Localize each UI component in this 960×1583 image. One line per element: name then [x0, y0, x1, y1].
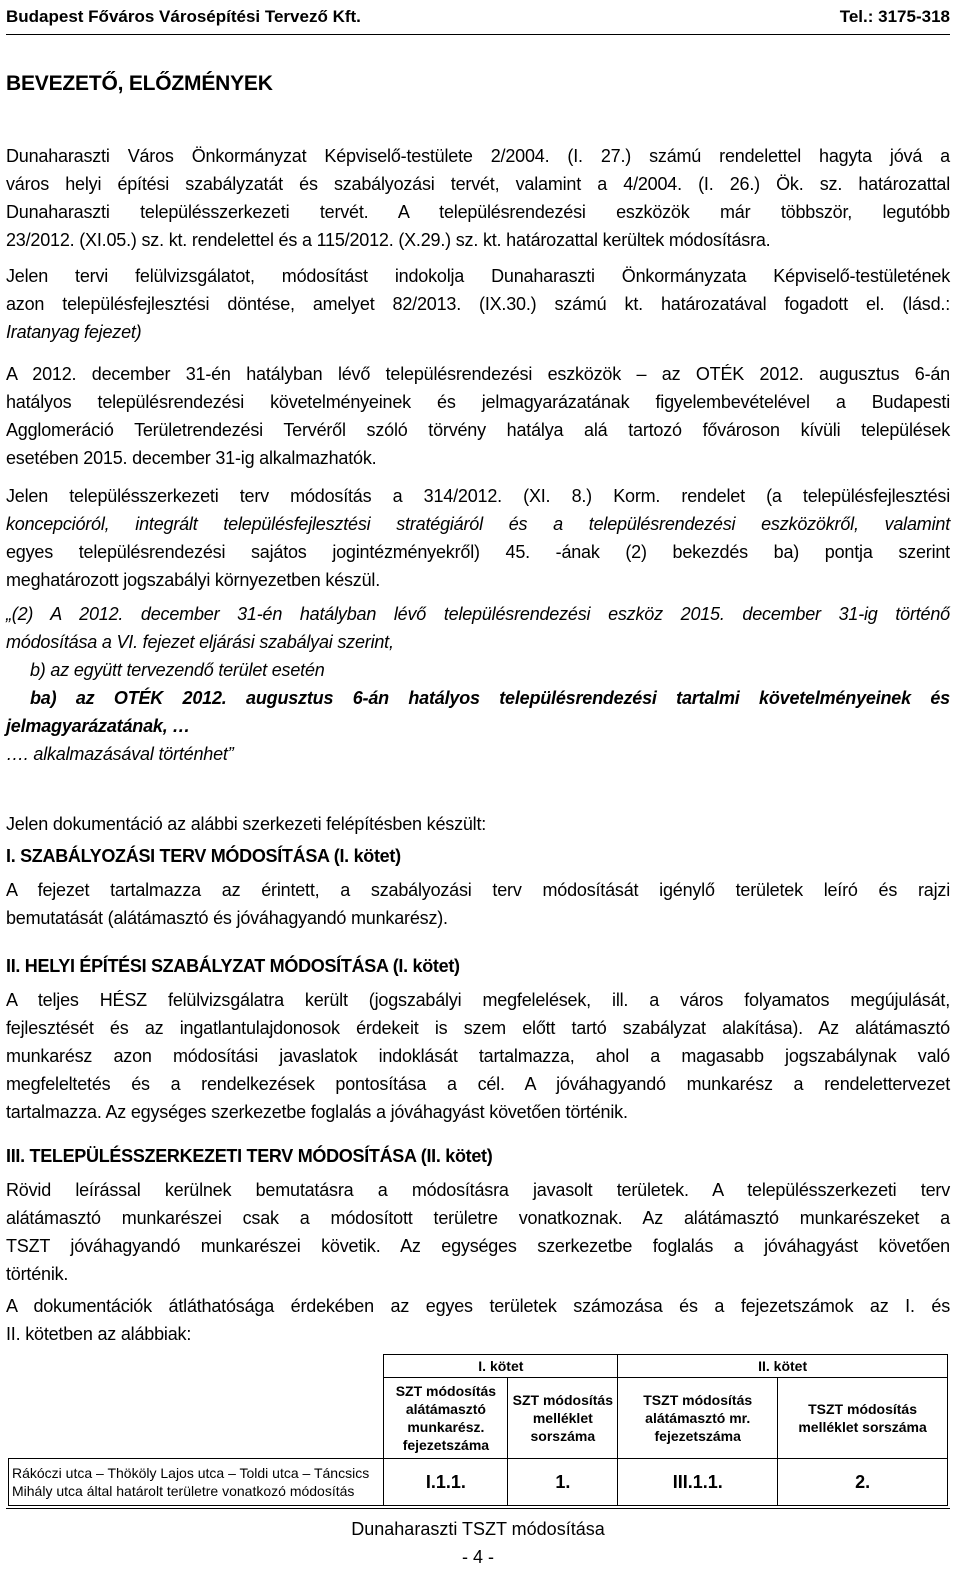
footer-document-title: Dunaharaszti TSZT módosítása [351, 1519, 605, 1539]
section-title: BEVEZETŐ, ELŐZMÉNYEK [6, 72, 273, 95]
text-line: Jelen tervi felülvizsgálatot, módosítást indokolja Dunaharaszti Önkormányzata Képviselő-testületének [6, 266, 950, 286]
text-line: megfeleltetés és a rendelkezések pontosítása a cél. A jóváhagyandó munkarész a rendelettervezet [6, 1074, 950, 1094]
paragraph-legal-basis [6, 482, 950, 594]
page-footer [6, 1508, 950, 1567]
text-line: Rövid leírással kerülnek bemutatásra a módosításra javasolt területek. A településszerkezeti terv [6, 1180, 950, 1200]
text-line: meghatározott jogszabályi környezetben készül. [6, 570, 381, 590]
text-line: munkarész azon módosítási javaslatok indoklását tartalmazza, ahol a magasabb jogszabálynak való [6, 1046, 950, 1066]
text-line: történik. [6, 1264, 69, 1284]
table-row [9, 1459, 948, 1506]
table-cell: 1. [508, 1459, 618, 1506]
text-line: Iratanyag fejezet) [6, 322, 142, 342]
table-header-row [9, 1355, 948, 1378]
page-header [6, 0, 950, 35]
paragraph-resolutions [6, 142, 950, 254]
text-line: alátámasztó munkarészei csak a módosított területre vonatkoznak. Az alátámasztó munkarészeket a [6, 1208, 950, 1228]
section-heading-1: I. SZABÁLYOZÁSI TERV MÓDOSÍTÁSA (I. kötet) [6, 846, 401, 866]
text-line: Jelen településszerkezeti terv módosítás a 314/2012. (XI. 8.) Korm. rendelet (a településfejlesztési [6, 486, 950, 506]
paragraph-structure-intro: Jelen dokumentáció az alábbi szerkezeti felépítésben készült: [6, 814, 487, 834]
table-empty-cell [9, 1378, 384, 1459]
quote-line: jelmagyarázatának, … [6, 716, 191, 736]
text-line: egyes településrendezési sajátos jogintézményekről) 45. -ának (2) bekezdés ba) pontja szerint [6, 542, 950, 562]
section-body-2 [6, 986, 950, 1126]
text-line: város helyi építési szabályzatát és szabályozási tervét, valamint a 4/2004. (I. 26.) Ök. sz. határozattal [6, 174, 950, 194]
text-line: koncepcióról, integrált településfejlesztési stratégiáról és a településrendezési eszközökről, valamint [6, 514, 950, 534]
header-phone: Tel.: 3175-318 [839, 7, 950, 26]
text-line: A fejezet tartalmazza az érintett, a szabályozási terv módosítását igénylő területek leíró és rajzi [6, 880, 950, 900]
paragraph-validity [6, 360, 950, 472]
text-line: bemutatását (alátámasztó és jóváhagyandó munkarész). [6, 908, 448, 928]
header-company: Budapest Főváros Városépítési Tervező Kft. [6, 7, 361, 26]
column-header: TSZT módosítás melléklet sorszáma [778, 1378, 948, 1459]
row-label: Rákóczi utca – Thököly Lajos utca – Toldi utca – Táncsics Mihály utca által határolt területre vonatkozó módosítás [9, 1459, 384, 1506]
text-line: II. kötetben az alábbiak: [6, 1324, 192, 1344]
quote-line: b) az együtt tervezendő terület esetén [30, 660, 325, 680]
section-body-1 [6, 876, 950, 932]
text-line: Dunaharaszti Város Önkormányzat Képviselő-testülete 2/2004. (I. 27.) számú rendelettel hagyta jóvá a [6, 146, 950, 166]
section-body-3 [6, 1176, 950, 1288]
volume-1-header: I. kötet [384, 1355, 618, 1378]
table-cell: 2. [778, 1459, 948, 1506]
text-line: tartalmazza. Az egységes szerkezetbe foglalás a jóváhagyást követően történik. [6, 1102, 628, 1122]
text-line: Dunaharaszti településszerkezeti tervét. A településrendezési eszközök már többször, legutóbb [6, 202, 950, 222]
column-header: TSZT módosítás alátámasztó mr. fejezetszáma [618, 1378, 778, 1459]
text-line: A dokumentációk átláthatósága érdekében az egyes területek számozása és a fejezetszámok az I. és [6, 1296, 950, 1316]
paragraph-numbering [6, 1292, 950, 1348]
paragraph-justification [6, 262, 950, 346]
quote-line: módosítása a VI. fejezet eljárási szabályai szerint, [6, 632, 394, 652]
text-line: TSZT jóváhagyandó munkarészei követik. Az egységes szerkezetbe foglalás a jóváhagyást követően [6, 1236, 950, 1256]
text-line: A 2012. december 31-én hatályban lévő településrendezési eszközök – az OTÉK 2012. augusztus 6-án [6, 364, 950, 384]
page-number: - 4 - [461, 1547, 494, 1567]
section-heading-3: III. TELEPÜLÉSSZERKEZETI TERV MÓDOSÍTÁSA (II. kötet) [6, 1146, 493, 1166]
table-cell: I.1.1. [384, 1459, 508, 1506]
quote-line: …. alkalmazásával történhet” [6, 744, 234, 764]
column-header: SZT módosítás melléklet sorszáma [508, 1378, 618, 1459]
numbering-table [8, 1354, 948, 1506]
text-line: 23/2012. (XI.05.) sz. kt. rendelettel és a 115/2012. (X.29.) sz. kt. határozattal kerültek módosításra. [6, 230, 771, 250]
table-cell: III.1.1. [618, 1459, 778, 1506]
quote-line: „(2) A 2012. december 31-én hatályban lévő településrendezési eszköz 2015. december 31-ig történő [6, 604, 950, 624]
text-line: azon településfejlesztési döntése, amelyet 82/2013. (IX.30.) számú kt. határozatával fogadott el. (lásd.: [6, 294, 950, 314]
text-line: A teljes HÉSZ felülvizsgálatra került (jogszabályi megfelelések, ill. a város folyamatos megújulását, [6, 990, 950, 1010]
table-subheader-row [9, 1378, 948, 1459]
legal-quote [6, 600, 950, 768]
text-line: fejlesztését és az ingatlantulajdonosok érdekeit is szem előtt tartó szabályzat alakítása). Az alátámasztó [6, 1018, 950, 1038]
text-line: Agglomeráció Területrendezési Tervéről szóló törvény hatálya alá tartozó fővároson kívüli települések [6, 420, 950, 440]
text-line: esetében 2015. december 31-ig alkalmazhatók. [6, 448, 377, 468]
table-empty-cell [9, 1355, 384, 1378]
quote-line: ba) az OTÉK 2012. augusztus 6-án hatályos településrendezési tartalmi követelményeinek és [30, 688, 950, 708]
section-heading-2: II. HELYI ÉPÍTÉSI SZABÁLYZAT MÓDOSÍTÁSA (I. kötet) [6, 956, 460, 976]
volume-2-header: II. kötet [618, 1355, 948, 1378]
text-line: hatályos településrendezési követelményeinek és jelmagyarázatának figyelembevételével a Budapesti [6, 392, 950, 412]
column-header: SZT módosítás alátámasztó munkarész. fejezetszáma [384, 1378, 508, 1459]
